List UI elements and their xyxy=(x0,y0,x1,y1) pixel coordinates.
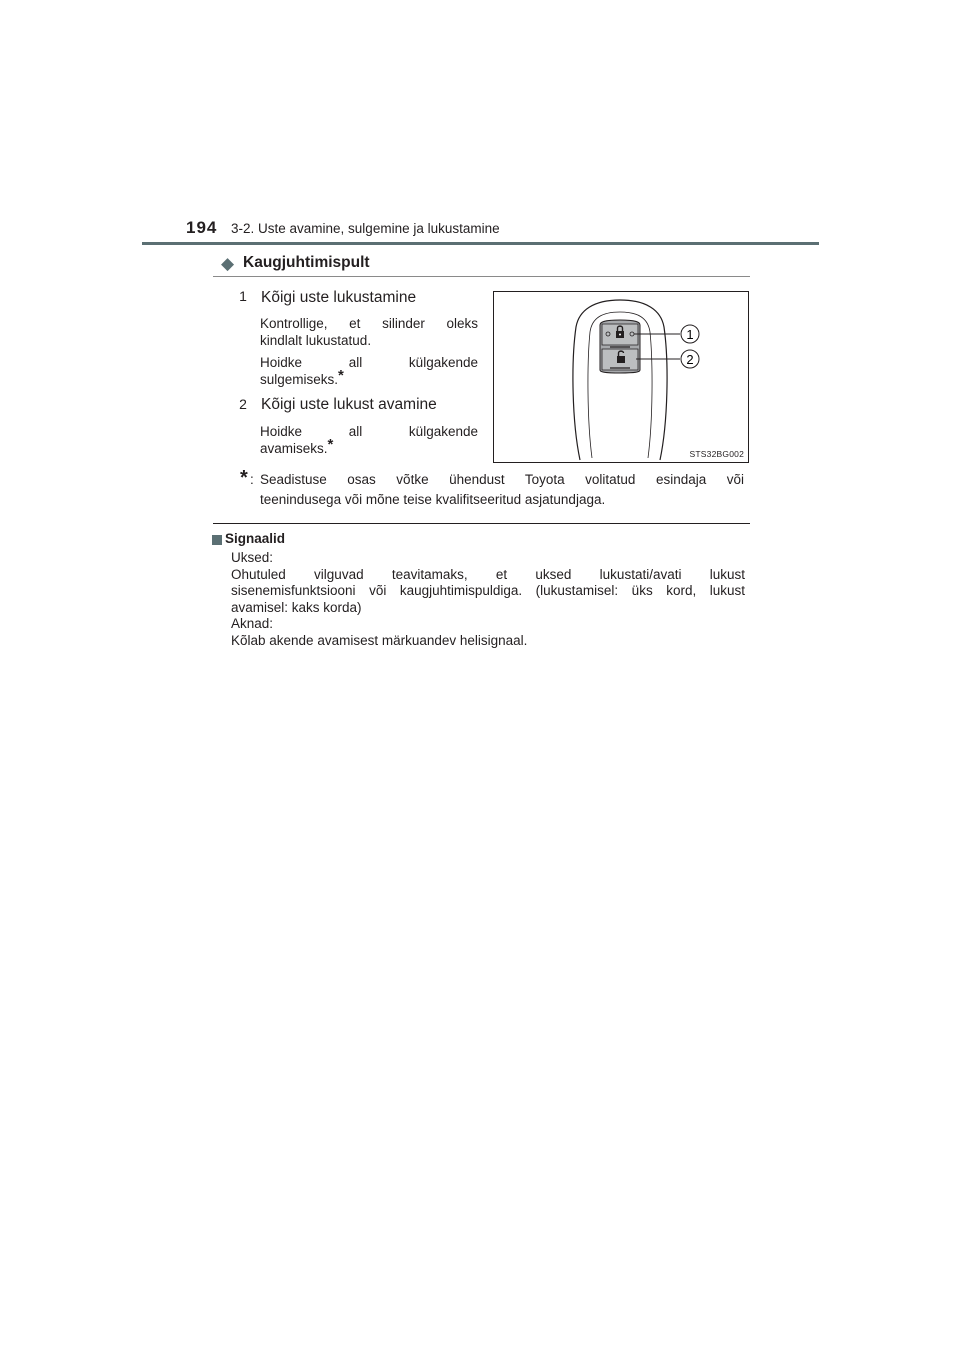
signals-line: Ohutuled vilguvad teavitamaks, et uksed lukustati/avati lukust xyxy=(231,566,745,582)
signals-line: Uksed: xyxy=(231,550,274,565)
text-line: kindlalt lukustatud. xyxy=(260,333,372,348)
text-line: Hoidke all külgakende xyxy=(260,355,478,370)
heading-rule xyxy=(213,276,750,277)
square-bullet-icon xyxy=(212,535,222,545)
callout-1: 1 xyxy=(686,327,694,342)
key-fob-figure xyxy=(493,291,749,463)
item-number-1: 1 xyxy=(239,288,247,304)
signals-body xyxy=(231,550,745,649)
item-text-unlock-all xyxy=(260,423,478,457)
footnote-colon: : xyxy=(250,472,254,487)
item-title-unlock-all: Kõigi uste lukust avamine xyxy=(261,396,437,413)
footnote-star: * xyxy=(327,436,334,453)
footnote-text xyxy=(260,470,744,510)
signals-line: Aknad: xyxy=(231,616,274,631)
signals-line: avamisel: kaks korda) xyxy=(231,599,362,615)
text-line: Hoidke all külgakende xyxy=(260,424,478,439)
item-title-lock-all: Kõigi uste lukustamine xyxy=(261,289,417,306)
signals-line: Kõlab akende avamisest märkuandev helisignaal. xyxy=(231,632,528,648)
text-line: sulgemiseks. xyxy=(260,372,339,387)
key-fob-illustration xyxy=(494,292,748,462)
item-text-lock-all xyxy=(260,315,478,388)
text-line: avamiseks. xyxy=(260,441,328,456)
signals-line: sisenemisfunktsiooni või kaugjuhtimispuldiga. (lukustamisel: üks kord, lukust xyxy=(231,583,745,598)
callout-2: 2 xyxy=(686,352,694,367)
item-number-2: 2 xyxy=(239,396,247,412)
section-heading: Kaugjuhtimispult xyxy=(243,254,370,271)
section-title: 3-2. Uste avamine, sulgemine ja lukustamine xyxy=(231,221,500,236)
diamond-bullet-icon: ◆ xyxy=(221,254,235,273)
footnote-line: Seadistuse osas võtke ühendust Toyota volitatud esindaja või xyxy=(260,472,744,487)
figure-code: STS32BG002 xyxy=(689,449,744,459)
footnote-line: teenindusega või mõne teise kvalifitseeritud asjatundjaga. xyxy=(260,492,606,507)
footnote-marker: * xyxy=(240,467,248,489)
text-line: Kontrollige, et silinder oleks xyxy=(260,316,478,331)
footnote-star: * xyxy=(338,367,344,384)
header-rule xyxy=(142,242,819,245)
page-number: 194 xyxy=(186,218,218,237)
section-divider xyxy=(213,523,750,524)
signals-heading: Signaalid xyxy=(225,531,286,546)
